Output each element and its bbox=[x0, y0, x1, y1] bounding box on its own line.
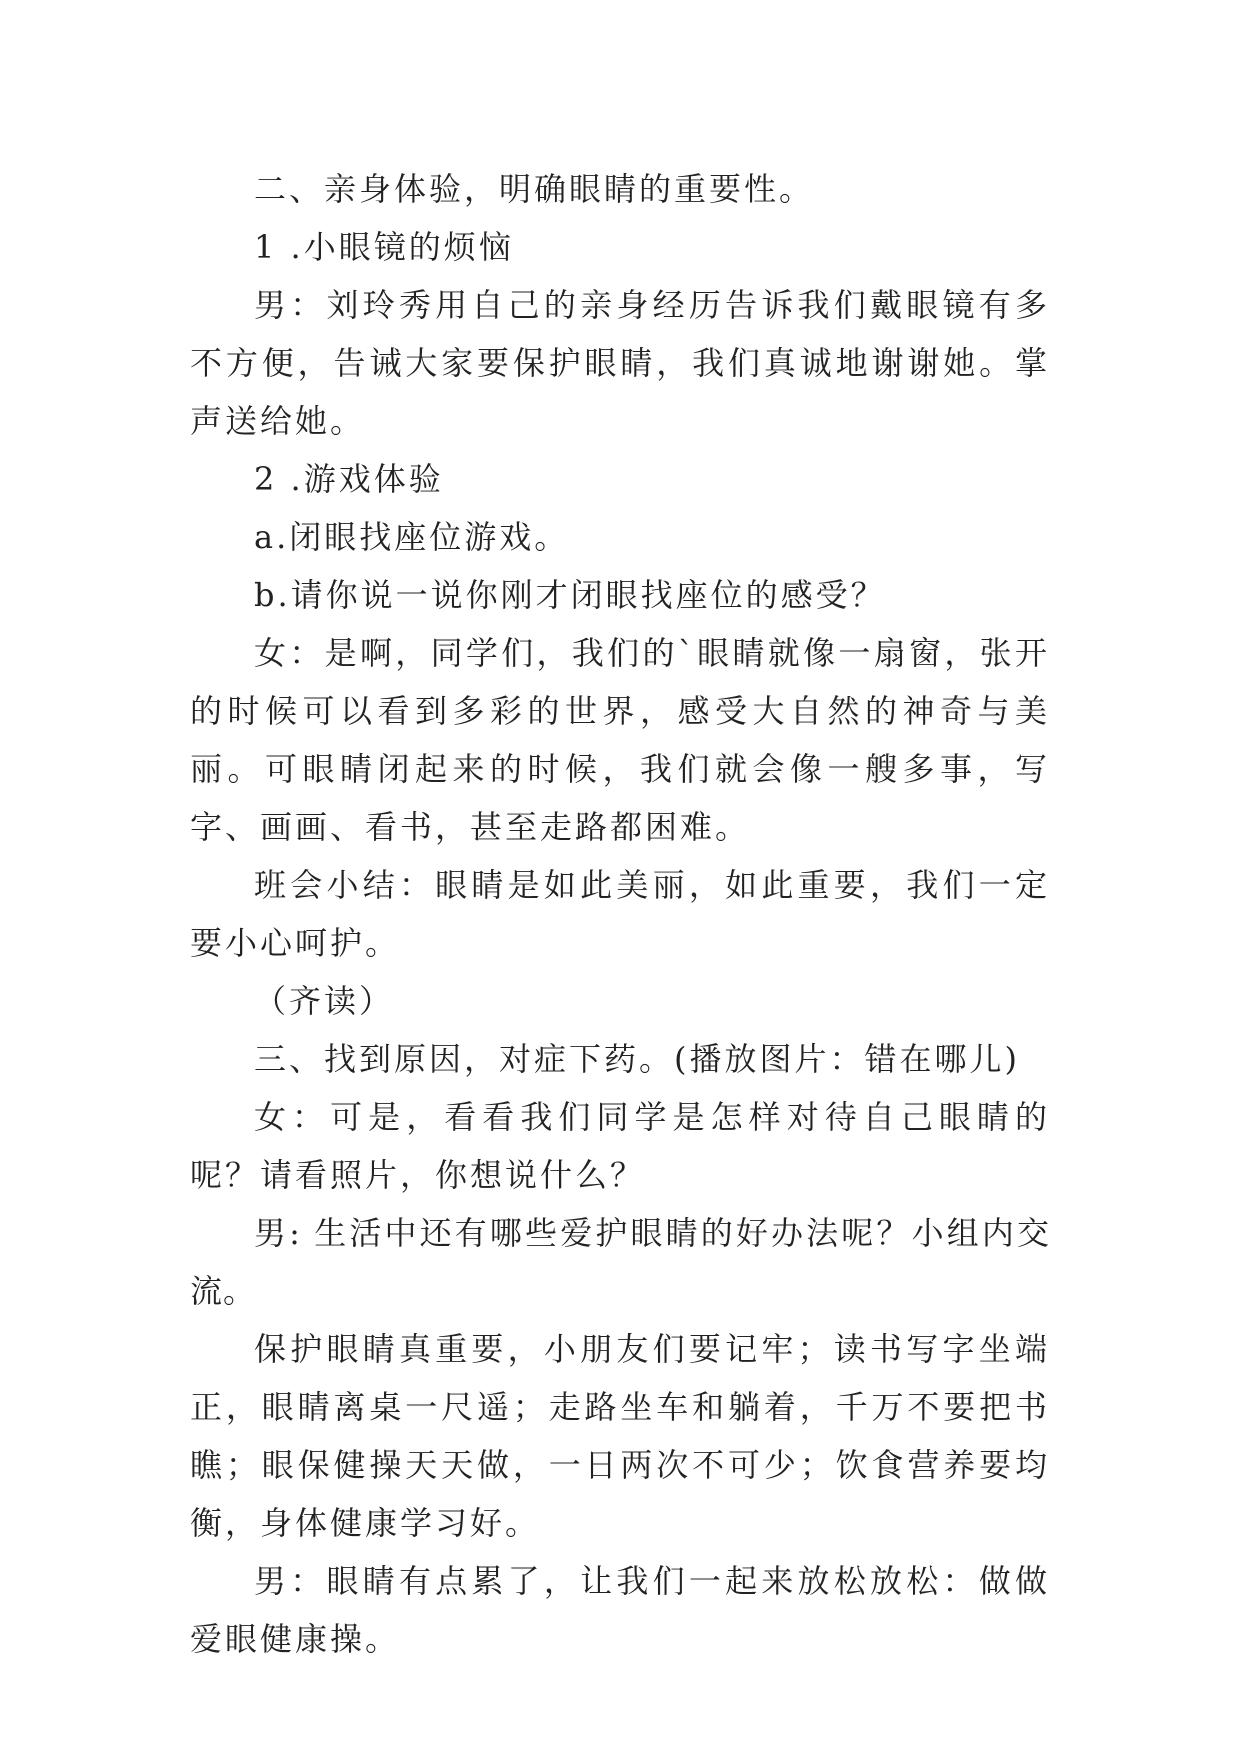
paragraph-male-speech-1: 男：刘玲秀用自己的亲身经历告诉我们戴眼镜有多不方便，告诫大家要保护眼睛，我们真诚地谢谢她。掌声送给她。 bbox=[190, 286, 1050, 440]
section-heading-2: 二、亲身体验，明确眼睛的重要性。 bbox=[254, 170, 815, 208]
paragraph-female-speech-1: 女：是啊，同学们，我们的`眼睛就像一扇窗，张开的时候可以看到多彩的世界，感受大自然的神奇与美丽。可眼睛闭起来的时候，我们就会像一艘多事，写字、画画、看书，甚至走路都困难。 bbox=[190, 634, 1050, 846]
section-heading-3: 三、找到原因，对症下药。(播放图片：错在哪儿) bbox=[254, 1040, 1020, 1078]
paragraph-eye-care-rhyme: 保护眼睛真重要，小朋友们要记牢；读书写字坐端正，眼睛离桌一尺遥；走路坐车和躺着，千万不要把书瞧；眼保健操天天做，一日两次不可少；饮食营养要均衡，身体健康学习好。 bbox=[190, 1330, 1050, 1542]
subheading-1: 1 .小眼镜的烦恼 bbox=[254, 228, 514, 266]
list-item-a: a.闭眼找座位游戏。 bbox=[254, 518, 570, 556]
paragraph-male-speech-3: 男：眼睛有点累了，让我们一起来放松放松：做做爱眼健康操。 bbox=[190, 1562, 1050, 1658]
paragraph-read-together: （齐读） bbox=[254, 982, 395, 1020]
subheading-2: 2 .游戏体验 bbox=[254, 460, 444, 498]
list-item-b: b.请你说一说你刚才闭眼找座位的感受？ bbox=[254, 576, 886, 614]
paragraph-male-speech-2: 男: 生活中还有哪些爱护眼睛的好办法呢？小组内交流。 bbox=[190, 1214, 1050, 1310]
paragraph-class-summary: 班会小结：眼睛是如此美丽，如此重要，我们一定要小心呵护。 bbox=[190, 866, 1050, 962]
paragraph-female-speech-2: 女：可是，看看我们同学是怎样对待自己眼睛的呢？请看照片，你想说什么？ bbox=[190, 1098, 1050, 1194]
document-body bbox=[190, 160, 1050, 1668]
